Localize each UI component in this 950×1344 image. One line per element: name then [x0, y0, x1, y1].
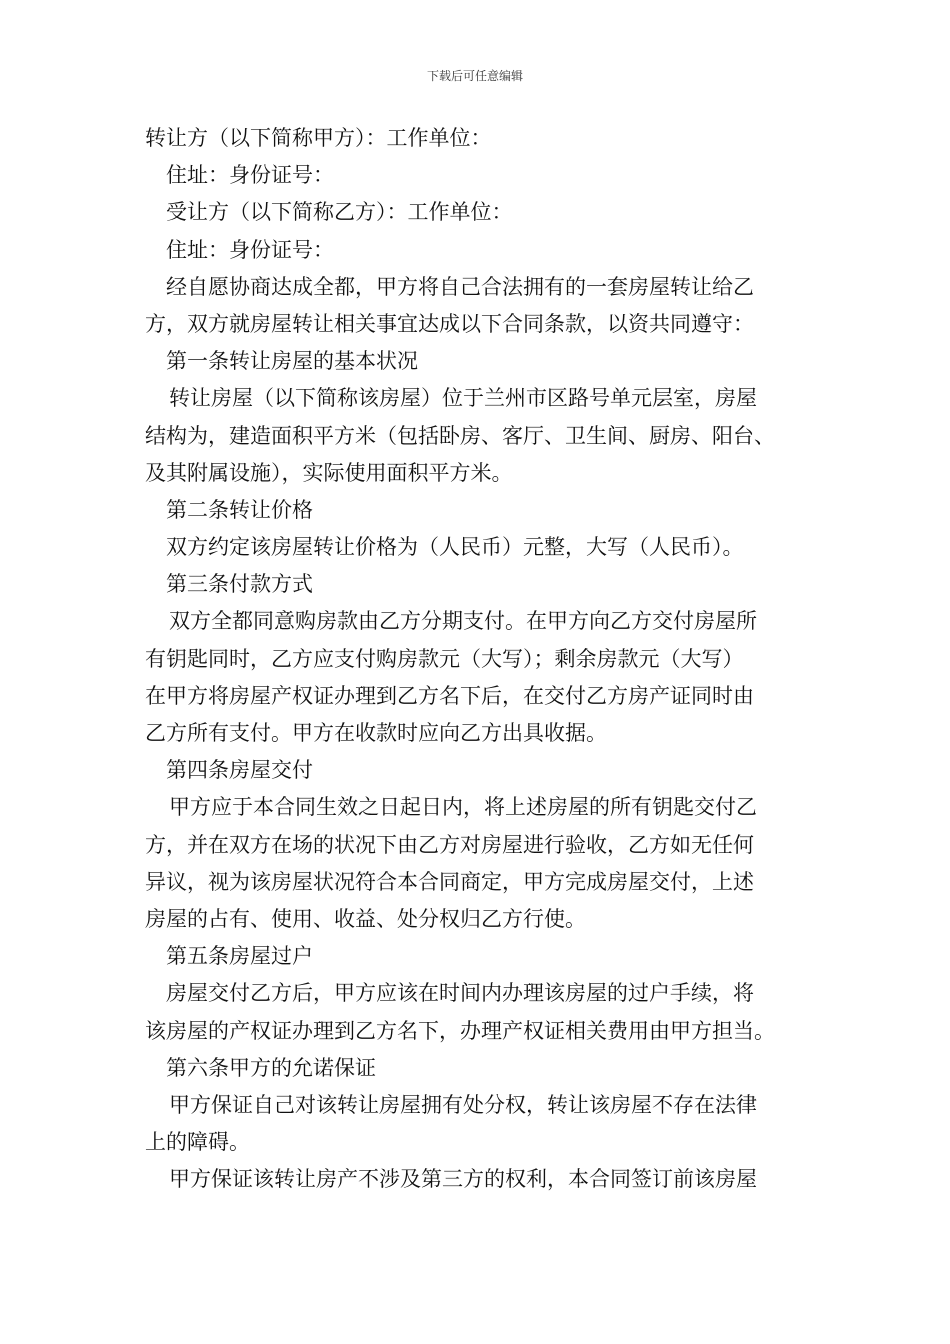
paragraph-line: 结构为，建造面积平方米（包括卧房、客厅、卫生间、厨房、阳台、	[145, 423, 775, 448]
paragraph-line: 甲方保证该转让房产不涉及第三方的权利，本合同签订前该房屋	[169, 1167, 757, 1192]
paragraph-line: 在甲方将房屋产权证办理到乙方名下后，在交付乙方房产证同时由	[145, 683, 754, 708]
paragraph-line: 上的障碍。	[145, 1130, 250, 1155]
article-heading: 第六条甲方的允诺保证	[166, 1055, 376, 1080]
paragraph-line: 有钥匙同时，乙方应支付购房款元（大写）；剩余房款元（大写）	[145, 646, 744, 671]
article-heading: 第五条房屋过户	[166, 944, 313, 969]
paragraph-line: 及其附属设施），实际使用面积平方米。	[145, 460, 513, 485]
paragraph-line: 方，双方就房屋转让相关事宜达成以下合同条款，以资共同遵守：	[145, 311, 754, 336]
party-b-address-line: 住址：身份证号：	[166, 237, 334, 262]
paragraph-line: 房屋交付乙方后，甲方应该在时间内办理该房屋的过户手续，将	[166, 981, 754, 1006]
party-a-address-line: 住址：身份证号：	[166, 163, 334, 188]
paragraph-line: 转让房屋（以下简称该房屋）位于兰州市区路号单元层室，房屋	[169, 386, 757, 411]
contract-body	[145, 120, 815, 1198]
paragraph-line: 该房屋的产权证办理到乙方名下，办理产权证相关费用由甲方担当。	[145, 1018, 775, 1043]
paragraph-line: 房屋的占有、使用、收益、处分权归乙方行使。	[145, 906, 586, 931]
paragraph-line: 双方全都同意购房款由乙方分期支付。在甲方向乙方交付房屋所	[169, 609, 757, 634]
party-a-line: 转让方（以下简称甲方）：工作单位：	[145, 126, 492, 150]
header-note: 下载后可任意编辑	[426, 69, 523, 83]
paragraph-line: 甲方应于本合同生效之日起日内，将上述房屋的所有钥匙交付乙	[169, 795, 757, 820]
paragraph-line: 异议，视为该房屋状况符合本合同商定，甲方完成房屋交付，上述	[145, 869, 754, 894]
article-heading: 第四条房屋交付	[166, 758, 313, 783]
party-b-line: 受让方（以下简称乙方）：工作单位：	[166, 200, 513, 225]
article-heading: 第二条转让价格	[166, 497, 313, 522]
paragraph-line: 乙方所有支付。甲方在收款时应向乙方出具收据。	[145, 721, 607, 745]
paragraph-line: 经自愿协商达成全都，甲方将自己合法拥有的一套房屋转让给乙	[166, 274, 754, 299]
article-heading: 第一条转让房屋的基本状况	[166, 349, 418, 374]
paragraph-line: 双方约定该房屋转让价格为（人民币）元整，大写（人民币）。	[166, 535, 744, 560]
article-heading: 第三条付款方式	[166, 572, 313, 597]
paragraph-line: 甲方保证自己对该转让房屋拥有处分权，转让该房屋不存在法律	[169, 1092, 757, 1117]
paragraph-line: 方，并在双方在场的状况下由乙方对房屋进行验收，乙方如无任何	[145, 832, 754, 857]
